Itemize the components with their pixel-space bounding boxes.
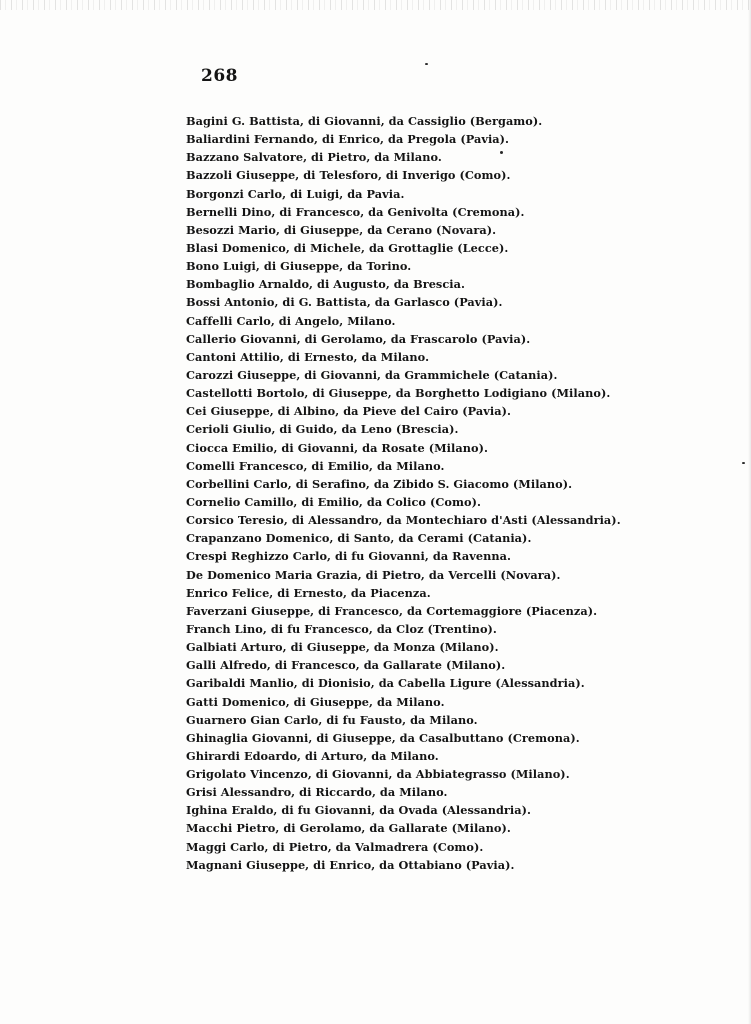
list-entry: Besozzi Mario, di Giuseppe, da Cerano (Novara).	[186, 222, 497, 237]
list-entry: Enrico Felice, di Ernesto, da Piacenza.	[186, 585, 431, 600]
list-entry: Crespi Reghizzo Carlo, di fu Giovanni, da Ravenna.	[186, 549, 511, 564]
list-entry: Grisi Alessandro, di Riccardo, da Milano.	[186, 785, 448, 800]
list-entry: Bazzano Salvatore, di Pietro, da Milano.	[186, 150, 442, 165]
scan-top-edge	[0, 0, 751, 10]
list-entry: Galli Alfredo, di Francesco, da Gallarate (Milano).	[186, 658, 506, 673]
list-entry: Franch Lino, di fu Francesco, da Cloz (Trentino).	[186, 621, 497, 636]
list-entry: Magnani Giuseppe, di Enrico, da Ottabiano (Pavia).	[186, 857, 515, 872]
list-entry: Cei Giuseppe, di Albino, da Pieve del Cairo (Pavia).	[186, 404, 511, 419]
list-entry: Crapanzano Domenico, di Santo, da Cerami (Catania).	[186, 531, 532, 546]
list-entry: Galbiati Arturo, di Giuseppe, da Monza (Milano).	[186, 640, 499, 655]
list-entry: Garibaldi Manlio, di Dionisio, da Cabella Ligure (Alessandria).	[186, 676, 585, 691]
list-entry: Bazzoli Giuseppe, di Telesforo, di Inverigo (Como).	[186, 168, 511, 183]
list-entry: Faverzani Giuseppe, di Francesco, da Cortemaggiore (Piacenza).	[186, 603, 598, 618]
list-entry: Bossi Antonio, di G. Battista, da Garlasco (Pavia).	[186, 295, 503, 310]
list-entry: Ghirardi Edoardo, di Arturo, da Milano.	[186, 748, 439, 763]
list-entry: Blasi Domenico, di Michele, da Grottaglie (Lecce).	[186, 240, 509, 255]
list-entry: Baliardini Fernando, di Enrico, da Pregola (Pavia).	[186, 132, 510, 147]
list-entry: Cornelio Camillo, di Emilio, da Colico (Como).	[186, 494, 481, 509]
name-list	[186, 112, 641, 874]
scan-speck	[742, 462, 745, 464]
list-entry: Comelli Francesco, di Emilio, da Milano.	[186, 458, 445, 473]
list-entry: Bernelli Dino, di Francesco, da Genivolta (Cremona).	[186, 204, 525, 219]
list-entry: Macchi Pietro, di Gerolamo, da Gallarate (Milano).	[186, 821, 511, 836]
list-entry: Caffelli Carlo, di Angelo, Milano.	[186, 313, 396, 328]
list-entry: Cerioli Giulio, di Guido, da Leno (Brescia).	[186, 422, 459, 437]
page-number: 268	[201, 66, 238, 86]
list-entry: Corbellini Carlo, di Serafino, da Zibido S. Giacomo (Milano).	[186, 476, 573, 491]
list-entry: Guarnero Gian Carlo, di fu Fausto, da Milano.	[186, 712, 478, 727]
list-entry: Bagini G. Battista, di Giovanni, da Cassiglio (Bergamo).	[186, 114, 543, 128]
list-entry: Bombaglio Arnaldo, di Augusto, da Brescia.	[186, 277, 465, 292]
list-entry: Maggi Carlo, di Pietro, da Valmadrera (Como).	[186, 839, 484, 854]
list-entry: Gatti Domenico, di Giuseppe, da Milano.	[186, 694, 445, 709]
list-entry: Ghinaglia Giovanni, di Giuseppe, da Casalbuttano (Cremona).	[186, 730, 580, 745]
list-entry: Carozzi Giuseppe, di Giovanni, da Grammichele (Catania).	[186, 367, 558, 382]
list-entry: Callerio Giovanni, di Gerolamo, da Frascarolo (Pavia).	[186, 331, 531, 346]
list-entry: Grigolato Vincenzo, di Giovanni, da Abbiategrasso (Milano).	[186, 767, 570, 782]
list-entry: Ighina Eraldo, di fu Giovanni, da Ovada (Alessandria).	[186, 803, 532, 818]
scan-speck	[425, 63, 428, 65]
list-entry: Borgonzi Carlo, di Luigi, da Pavia.	[186, 186, 405, 201]
list-entry: Castellotti Bortolo, di Giuseppe, da Borghetto Lodigiano (Milano).	[186, 386, 611, 401]
list-entry: Cantoni Attilio, di Ernesto, da Milano.	[186, 349, 430, 364]
list-entry: Bono Luigi, di Giuseppe, da Torino.	[186, 259, 412, 274]
list-entry: Corsico Teresio, di Alessandro, da Montechiaro d'Asti (Alessandria).	[186, 513, 621, 528]
list-entry: De Domenico Maria Grazia, di Pietro, da Vercelli (Novara).	[186, 567, 561, 582]
list-entry: Ciocca Emilio, di Giovanni, da Rosate (Milano).	[186, 440, 488, 455]
